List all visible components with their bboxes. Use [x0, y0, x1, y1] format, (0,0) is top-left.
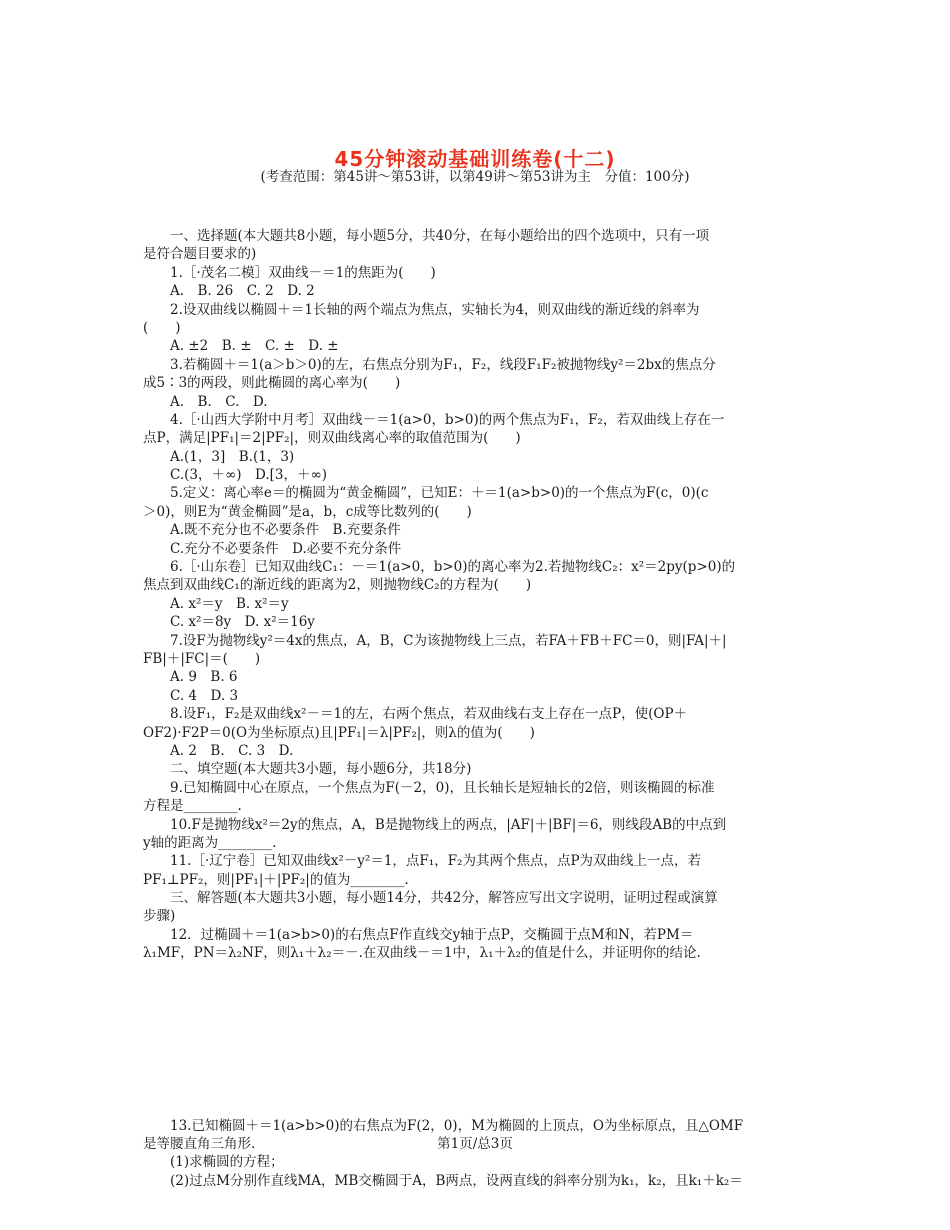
text-line: PF₁⊥PF₂，则|PF₁|＋|PF₂|的值为________.	[143, 871, 409, 888]
text-line: 三、解答题(本大题共3小题，每小题14分，共42分，解答应写出文字说明，证明过程或演算	[143, 890, 718, 907]
text-line: 4.［·山西大学附中月考］双曲线－＝1(a>0，b>0)的两个焦点为F₁，F₂，若双曲线上存在一	[143, 411, 725, 428]
text-line: ( )	[143, 319, 181, 336]
text-line: C. 4 D. 3	[143, 687, 239, 704]
questions-part-2	[143, 1117, 813, 1191]
text-line: 7.设F为抛物线y²＝4x的焦点，A，B，C为该抛物线上三点，若FA＋FB＋FC＝0，则|FA|＋|	[143, 632, 727, 649]
text-line: A. x²＝y B. x²＝y	[143, 595, 289, 612]
answer-space	[143, 963, 813, 1117]
text-line: 5.定义：离心率e＝的椭圆为“黄金椭圆”，已知E：＋＝1(a>b>0)的一个焦点为F(c，0)(c	[143, 485, 709, 502]
text-line: C.(3，＋∞) D.[3，＋∞)	[143, 467, 328, 484]
exam-title: 45分钟滚动基础训练卷(十二)	[334, 147, 616, 171]
text-line: C.充分不必要条件 D.必要不充分条件	[143, 540, 402, 557]
text-line: A. 9 B. 6	[143, 669, 238, 686]
text-line: λ₁MF，PN＝λ₂NF，则λ₁＋λ₂＝－.在双曲线－＝1中，λ₁＋λ₂的值是什么，并证明你的结论.	[143, 945, 701, 962]
questions-part-1	[143, 227, 813, 963]
text-line: 3.若椭圆＋＝1(a＞b＞0)的左，右焦点分别为F₁，F₂，线段F₁F₂被抛物线y²＝2bx的焦点分	[143, 356, 716, 373]
page-footer: 第1页/总3页	[437, 1136, 513, 1152]
text-line: 2.设双曲线以椭圆＋＝1长轴的两个端点为焦点，实轴长为4，则双曲线的渐近线的斜率为	[143, 301, 700, 318]
text-line: 点P，满足|PF₁|＝2|PF₂|，则双曲线离心率的取值范围为( )	[143, 430, 521, 447]
text-line: A.(1，3] B.(1，3)	[143, 448, 295, 465]
text-line: (2)过点M分别作直线MA，MB交椭圆于A，B两点，设两直线的斜率分别为k₁，k₂，且k₁＋k₂＝	[143, 1172, 743, 1189]
text-line: 焦点到双曲线C₁的渐近线的距离为2，则抛物线C₂的方程为( )	[143, 577, 532, 594]
text-line: OF2)·F2P＝0(O为坐标原点)且|PF₁|＝λ|PF₂|，则λ的值为( )	[143, 724, 535, 741]
text-line: 成5∶3的两段，则此椭圆的离心率为( )	[143, 375, 401, 392]
text-line: 是等腰直角三角形.	[143, 1136, 256, 1153]
text-line: C. x²＝8y D. x²＝16y	[143, 614, 315, 631]
exam-subtitle: (考查范围：第45讲～第53讲，以第49讲～第53讲为主 分值：100分)	[260, 169, 690, 185]
text-line: A. B. 26 C. 2 D. 2	[143, 283, 315, 300]
text-line: A. 2 B. C. 3 D.	[143, 742, 294, 759]
text-line: 9.已知椭圆中心在原点，一个焦点为F(－2，0)，且长轴长是短轴长的2倍，则该椭圆的标准	[143, 779, 715, 796]
text-line: 一、选择题(本大题共8小题，每小题5分，共40分，在每小题给出的四个选项中，只有一项	[143, 228, 710, 244]
text-line: 是符合题目要求的)	[143, 246, 257, 263]
text-line: 1.［·茂名二模］双曲线－＝1的焦距为( )	[143, 264, 436, 281]
text-line: 步骤)	[143, 908, 176, 925]
text-line: A. B. C. D.	[143, 393, 268, 410]
text-line: y轴的距离为________.	[143, 834, 277, 851]
text-line: 12．过椭圆＋＝1(a>b>0)的右焦点F作直线交y轴于点P，交椭圆于点M和N，若PM＝	[143, 926, 694, 943]
text-line: A.既不充分也不必要条件 B.充要条件	[143, 522, 401, 539]
text-line: 二、填空题(本大题共3小题，每小题6分，共18分)	[143, 761, 472, 778]
exam-content	[143, 227, 813, 1190]
text-line: 方程是________.	[143, 798, 242, 815]
text-line: FB|＋|FC|＝( )	[143, 650, 261, 667]
text-line: 6.［·山东卷］已知双曲线C₁：－＝1(a>0，b>0)的离心率为2.若抛物线C₂：x²＝2py(p>0)的	[143, 559, 736, 576]
text-line: A. ±2 B. ± C. ± D. ±	[143, 338, 339, 355]
text-line: ＞0)，则E为“黄金椭圆”是a，b，c成等比数列的( )	[143, 503, 472, 520]
text-line: 10.F是抛物线x²＝2y的焦点，A，B是抛物线上的两点，|AF|＋|BF|＝6，则线段AB的中点到	[143, 816, 727, 833]
text-line: 8.设F₁，F₂是双曲线x²－＝1的左，右两个焦点，若双曲线右支上存在一点P，使(OP＋	[143, 706, 688, 723]
text-line: (1)求椭圆的方程；	[143, 1154, 284, 1171]
text-line: 13.已知椭圆＋＝1(a>b>0)的右焦点为F(2，0)，M为椭圆的上顶点，O为坐标原点，且△OMF	[143, 1117, 744, 1134]
text-line: 11.［·辽宁卷］已知双曲线x²－y²＝1，点F₁，F₂为其两个焦点，点P为双曲线上一点，若	[143, 853, 702, 870]
